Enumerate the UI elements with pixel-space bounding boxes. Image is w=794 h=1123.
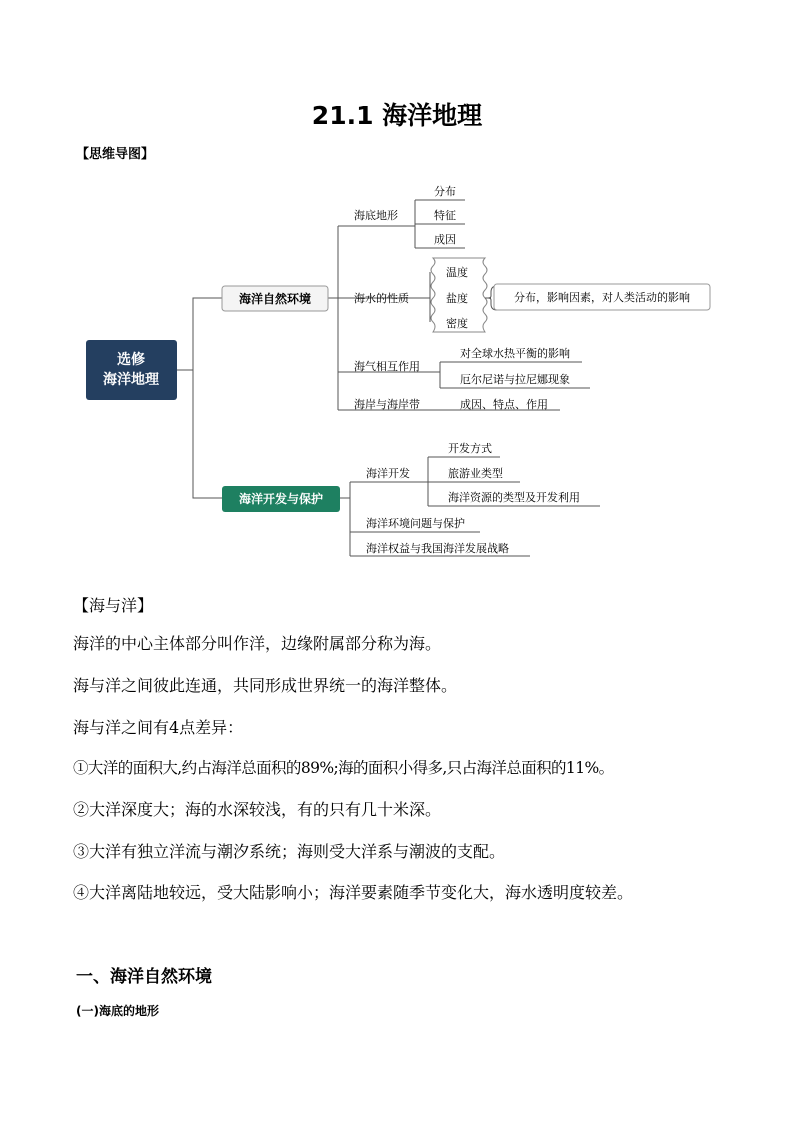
mindmap-root-line1: 选修 [117, 352, 145, 368]
mindmap-leaf-distribution: 分布 [434, 185, 456, 198]
paragraph-line-6: ③大洋有独立洋流与潮汐系统；海则受大洋系与潮波的支配。 [73, 842, 506, 861]
mindmap-leaf-density: 密度 [446, 317, 468, 330]
mindmap-node-environment: 海洋环境问题与保护 [366, 517, 465, 530]
paragraph-line-1: 海洋的中心主体部分叫作洋，边缘附属部分称为海。 [73, 634, 442, 653]
mindmap-diagram [0, 170, 794, 570]
mindmap-seawater-note: 分布，影响因素，对人类活动的影响 [514, 291, 690, 304]
mindmap-node-seafloor: 海底地形 [354, 209, 398, 222]
mindmap-leaf-salinity: 盐度 [446, 292, 468, 305]
mindmap-node-rights: 海洋权益与我国海洋发展战略 [366, 542, 509, 555]
paragraph-line-2: 海与洋之间彼此连通，共同形成世界统一的海洋整体。 [73, 676, 458, 695]
mindmap-node-coast: 海岸与海岸带 [354, 398, 420, 411]
mindmap-node-airsea: 海气相互作用 [354, 360, 420, 373]
mindmap-leaf-tourism: 旅游业类型 [448, 467, 503, 480]
mindmap-leaf-dev-methods: 开发方式 [448, 442, 492, 455]
subsection-heading-seafloor: (一)海底的地形 [76, 1004, 159, 1018]
mindmap-leaf-causes: 成因 [434, 233, 456, 246]
paragraph-line-4: ①大洋的面积大,约占海洋总面积的89%;海的面积小得多,只占海洋总面积的11%。 [73, 759, 614, 777]
mindmap-leaf-heat-balance: 对全球水热平衡的影响 [460, 347, 570, 360]
mindmap-leaf-resources: 海洋资源的类型及开发利用 [448, 491, 580, 504]
mindmap-leaf-coast: 成因、特点、作用 [460, 398, 548, 411]
mindmap-leaf-elnino: 厄尔尼诺与拉尼娜现象 [460, 373, 570, 386]
section-heading-natural-environment: 一、海洋自然环境 [76, 967, 212, 987]
mindmap-leaf-temperature: 温度 [446, 266, 468, 279]
paragraph-line-5: ②大洋深度大；海的水深较浅，有的只有几十米深。 [73, 800, 442, 819]
mindmap-node-seawater: 海水的性质 [354, 292, 409, 305]
mindmap-leaf-features: 特征 [434, 209, 456, 222]
mindmap-branch-development-label: 海洋开发与保护 [238, 492, 324, 506]
mindmap-label: 【思维导图】 [76, 147, 155, 162]
section-heading-sea-ocean: 【海与洋】 [73, 596, 154, 615]
paragraph-line-7: ④大洋离陆地较远，受大陆影响小；海洋要素随季节变化大，海水透明度较差。 [73, 883, 634, 902]
mindmap-branch-natural-label: 海洋自然环境 [238, 292, 312, 306]
mindmap-root [86, 340, 177, 400]
mindmap-root-line2: 海洋地理 [103, 372, 159, 388]
mindmap-node-ocean-development: 海洋开发 [366, 467, 410, 480]
paragraph-line-3: 海与洋之间有4点差异： [73, 718, 244, 737]
page-title: 21.1 海洋地理 [311, 101, 483, 130]
